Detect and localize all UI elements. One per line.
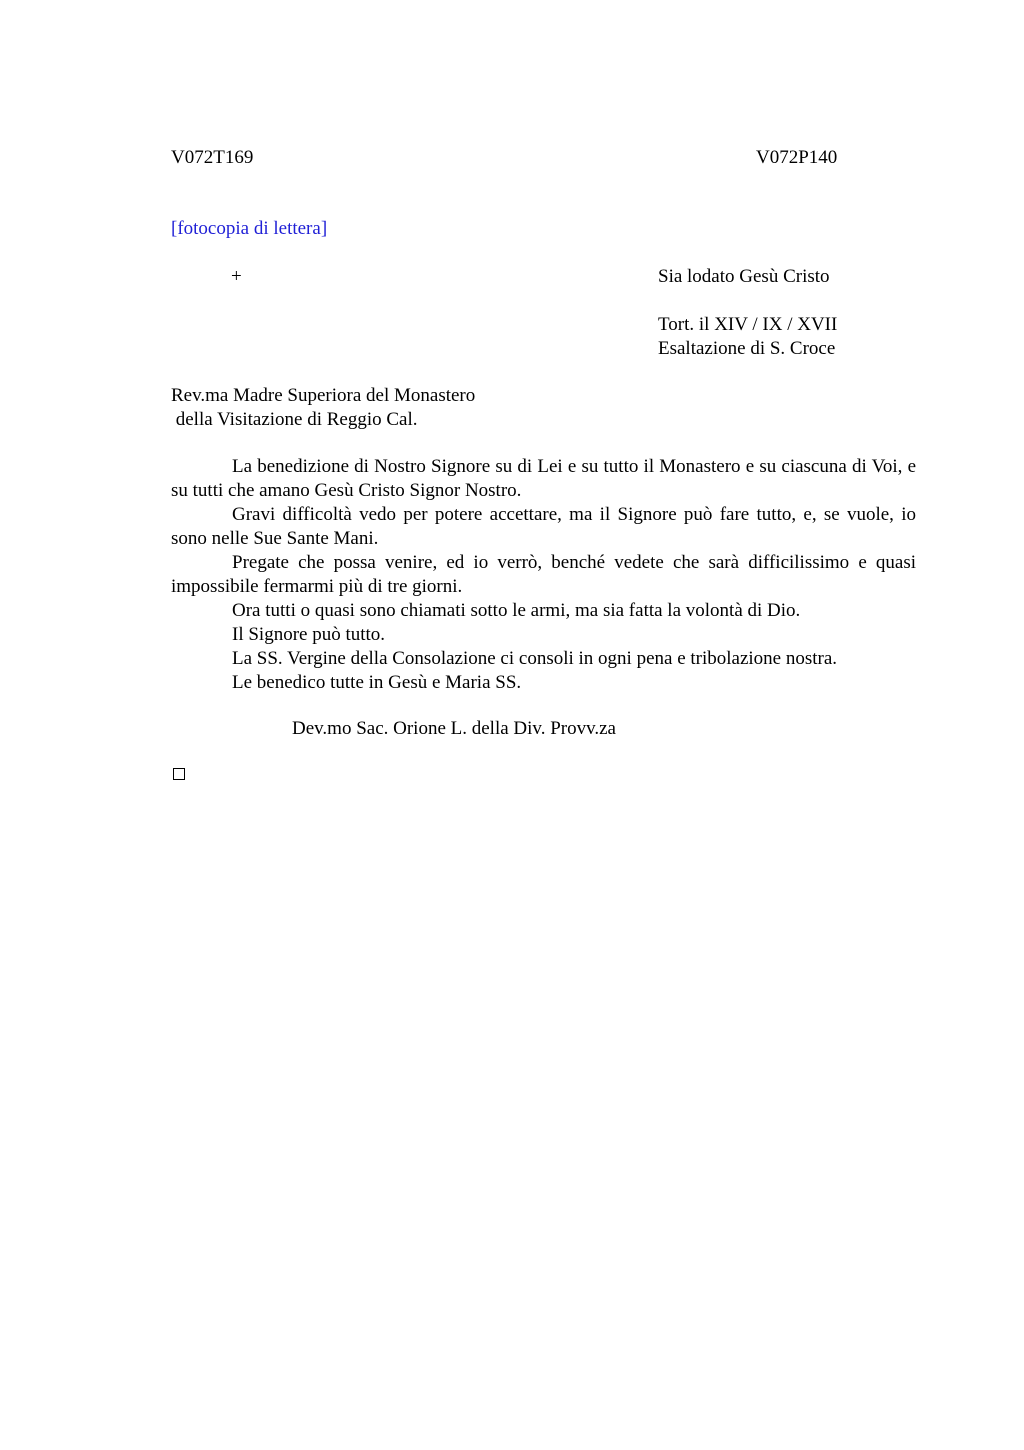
signature: Dev.mo Sac. Orione L. della Div. Provv.za xyxy=(292,718,616,739)
letter-body xyxy=(171,455,916,695)
addressee-line-1: Rev.ma Madre Superiora del Monastero xyxy=(171,385,476,406)
paragraph: Pregate che possa venire, ed io verrò, benché vedete che sarà difficilissimo e quasi impossibile fermarmi più di tre giorni. xyxy=(171,552,916,597)
addressee-line-2: della Visitazione di Reggio Cal. xyxy=(171,409,418,430)
document-code-left: V072T169 xyxy=(171,147,254,168)
paragraph: Il Signore può tutto. xyxy=(232,624,386,645)
paragraph: Gravi difficoltà vedo per potere accettare, ma il Signore può fare tutto, e, se vuole, io sono nelle Sue Sante Mani. xyxy=(171,504,916,549)
salutation-top: Sia lodato Gesù Cristo xyxy=(658,266,830,287)
paragraph: Le benedico tutte in Gesù e Maria SS. xyxy=(232,672,522,693)
paragraph: La SS. Vergine della Consolazione ci consoli in ogni pena e tribolazione nostra. xyxy=(232,648,838,669)
cross-symbol: + xyxy=(231,266,242,287)
feast-line: Esaltazione di S. Croce xyxy=(658,338,836,359)
document-code-right: V072P140 xyxy=(756,147,838,168)
editorial-note: [fotocopia di lettera] xyxy=(171,218,328,239)
end-box-symbol xyxy=(173,768,185,780)
date-line: Tort. il XIV / IX / XVII xyxy=(658,314,838,335)
paragraph: Ora tutti o quasi sono chiamati sotto le armi, ma sia fatta la volontà di Dio. xyxy=(232,600,801,621)
paragraph: La benedizione di Nostro Signore su di Lei e su tutto il Monastero e su ciascuna di Voi, e su tutti che amano Gesù Cristo Signor Nostro. xyxy=(171,456,916,501)
